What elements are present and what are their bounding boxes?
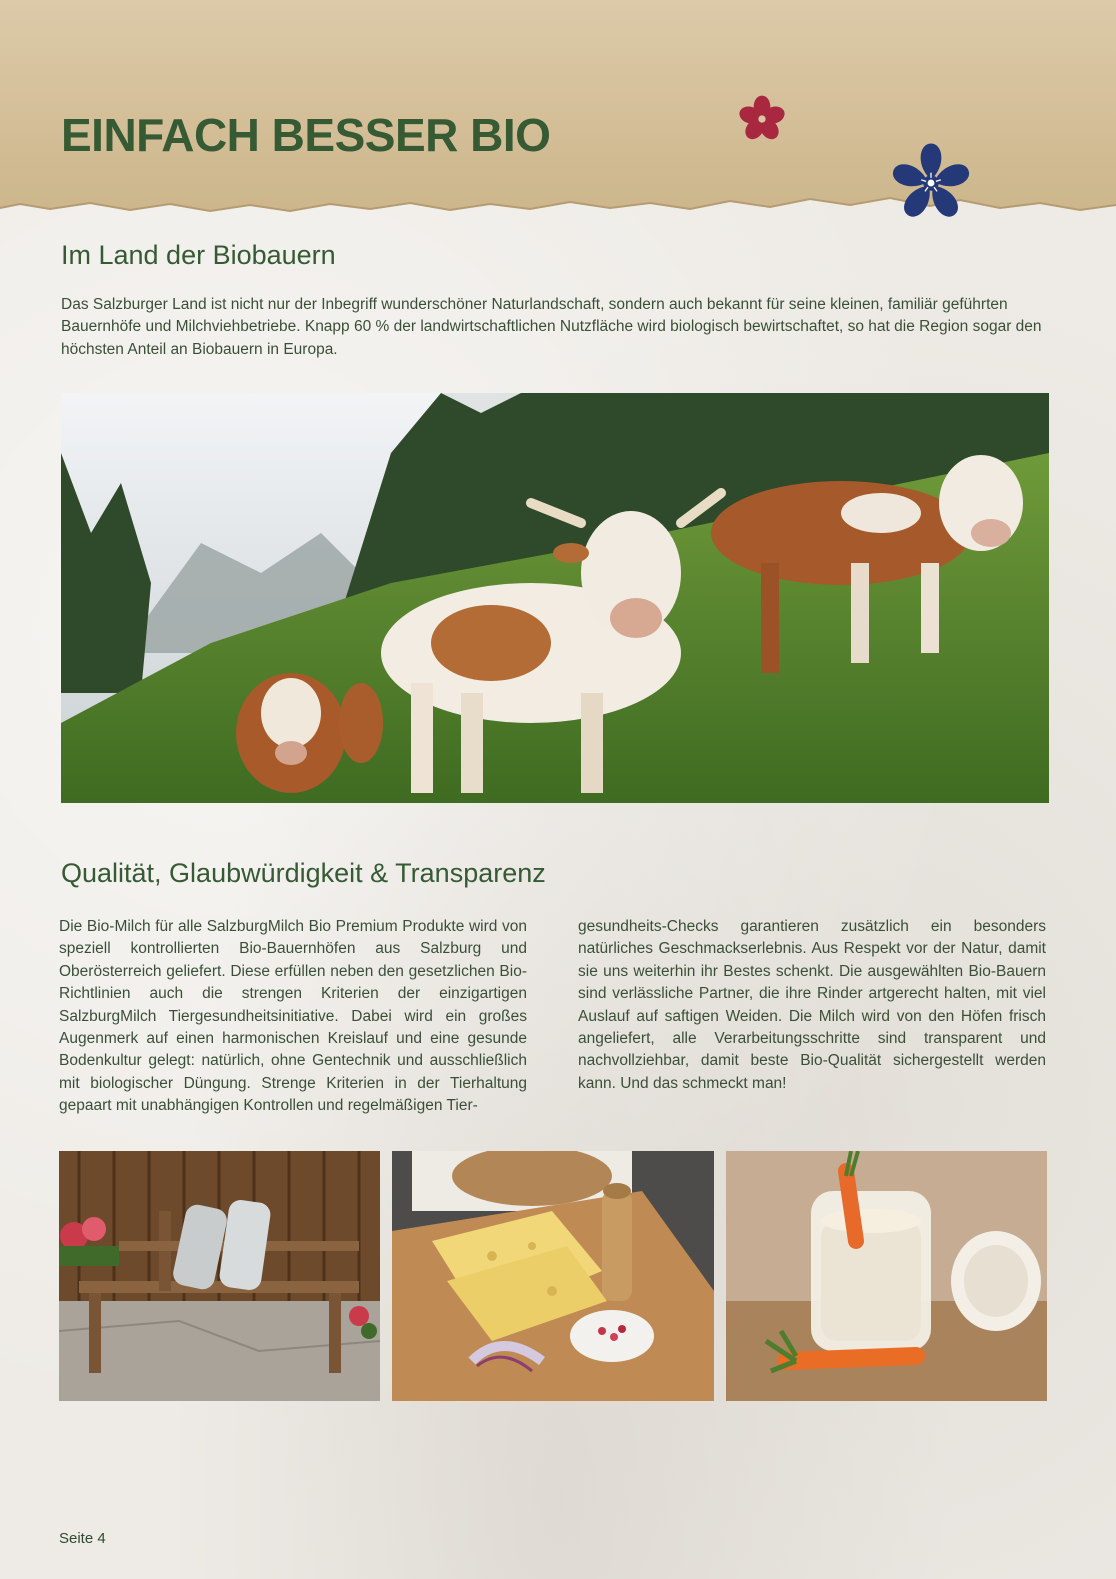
yogurt-jar-carrot-image (726, 1151, 1047, 1401)
cows-on-pasture-image (61, 393, 1049, 803)
cheese-board-image (392, 1151, 714, 1401)
red-flower-icon (736, 93, 788, 145)
blue-flower-icon (888, 140, 974, 226)
section-heading-qualitaet: Qualität, Glaubwürdigkeit & Transparenz (61, 858, 546, 888)
section-heading-biobauern: Im Land der Biobauern (61, 240, 336, 270)
page-title: EINFACH BESSER BIO (61, 109, 551, 161)
intro-paragraph: Das Salzburger Land ist nicht nur der Inbegriff wunderschöner Naturlandschaft, sondern auch bekannt für seine kleinen, familiär geführten Bauernhöfe und Milchviehbetriebe. Knapp 60 % der landwirtschaftlichen Nutzfläche wird biologisch bewirtschaftet, so hat die Region sogar den höchsten Anteil an Biobauern in Europa. (61, 296, 1042, 358)
text-column-right: gesundheits-Checks garantieren zusätzlich ein besonders natürliches Geschmackserlebnis. Aus Respekt vor der Natur, damit sie uns weiterhin ihr Bestes schenkt. Die ausgewählten Bio-Bauern sind verlässliche Partner, die ihre Rinder artgerecht halten, mit viel Auslauf auf saftigen Weiden. Die Milch wird von den Höfen frisch angeliefert, alle Verarbeitungsschritte sind transparent und nachvollziehbar, damit beste Bio-Qualität sichergestellt werden kann. Und das schmeckt man! (578, 918, 1046, 1092)
text-column-left: Die Bio-Milch für alle SalzburgMilch Bio Premium Produkte wird von speziell kontrollierten Bio-Bauernhöfen aus Salzburg und Oberösterreich geliefert. Diese erfüllen neben den gesetzlichen Bio-Richtlinien auch die strengen Kriterien der einzigartigen SalzburgMilch Tiergesundheitsinitiative. Dabei wird ein großes Augenmerk auf einen harmonischen Kreislauf und eine gesunde Bodenkultur gelegt: natürlich, ohne Gentechnik und ausschließlich mit biologischer Düngung. Strenge Kriterien in der Tierhaltung gepaart mit unabhängigen Kontrollen und regelmäßigen Tier- (59, 918, 527, 1115)
milk-cans-bench-image (59, 1151, 380, 1401)
page-number: Seite 4 (59, 1530, 106, 1547)
